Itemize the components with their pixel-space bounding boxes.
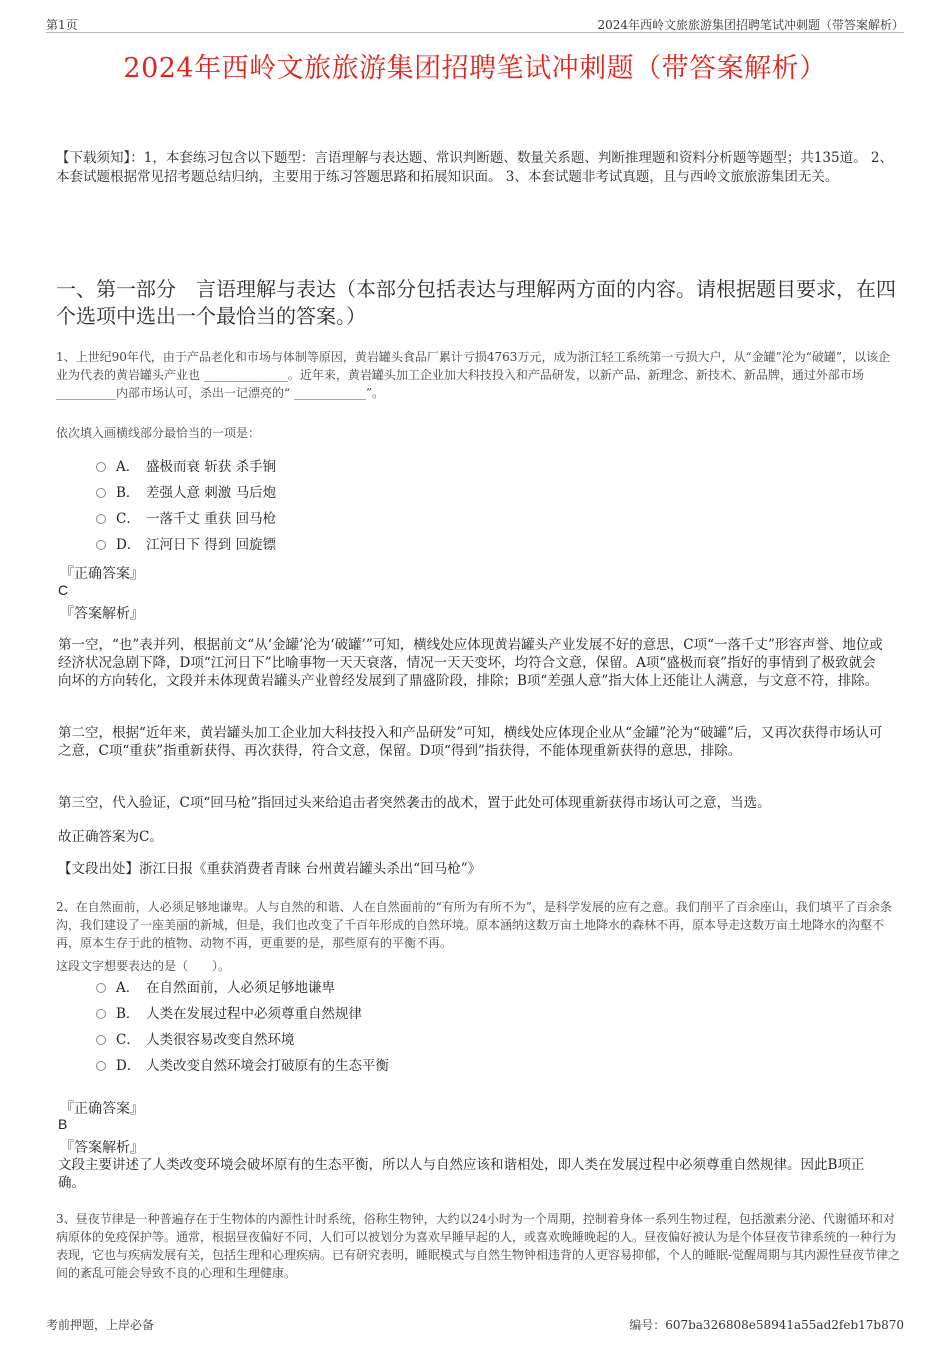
- page-number: 第1页: [46, 18, 78, 32]
- question-1-prompt: 依次填入画横线部分最恰当的一项是：: [56, 426, 261, 440]
- analysis-paragraph: 第一空，“也”表并列，根据前文“从‘金罐’沦为‘破罐’”可知，横线处应体现黄岩罐头产业发展不好的意思，C项“一落千丈”形容声誉、地位或经济状况急剧下降，D项“江河日下”比喻事物一天天衰落，情况一天天变坏，均符合文意，保留。A项“盛极而衰”指好的事情到了极致就会向坏的方向转化，文段并未体现黄岩罐头产业曾经发展到了鼎盛阶段，排除；B项“差强人意”指大体上还能让人满意，与文意不符，排除。: [58, 637, 883, 689]
- question-1-stem: 1、上世纪90年代，由于产品老化和市场与体制等原因，黄岩罐头食品厂累计亏损4763万元，成为浙江轻工系统第一亏损大户，从“金罐”沦为“破罐”，以该企业为代表的黄岩罐头产业也 ______________。近年来，黄岩罐头加工企业加大科技投入和产品研发，以新产品、新理念、新技术、新品牌，通过外部市场 __________内部市场认可，杀出一记漂亮的“ ____________”。: [56, 350, 890, 400]
- correct-answer-label: 『正确答案』: [60, 566, 144, 582]
- correct-answer-label: 『正确答案』: [60, 1101, 144, 1117]
- analysis-label: 『答案解析』: [60, 606, 144, 622]
- radio-icon[interactable]: [96, 462, 106, 472]
- option-b[interactable]: B． 人类在发展过程中必须尊重自然规律: [96, 1001, 856, 1027]
- download-notice: 【下载须知】：1，本套练习包含以下题型：言语理解与表达题、常识判断题、数量关系题、判断推理题和资料分析题等题型；共135道。 2、本套试题根据常见招考题总结归纳，主要用于练习答题思路和拓展知识面。 3、本套试题非考试真题，且与西岭文旅旅游集团无关。: [56, 150, 893, 185]
- source-citation: 【文段出处】浙江日报《重获消费者青睐 台州黄岩罐头杀出“回马枪”》: [58, 861, 482, 877]
- question-3-stem: 3、昼夜节律是一种普遍存在于生物体的内源性计时系统，俗称生物钟，大约以24小时为一个周期，控制着身体一系列生物过程，包括激素分泌、代谢循环和对病原体的免疫保护等。通常，根据昼夜偏好不同，人们可以被划分为喜欢早睡早起的人，或喜欢晚睡晚起的人。昼夜偏好被认为是个体昼夜节律系统的一种行为表现，它也与疾病发展有关，包括生理和心理疾病。已有研究表明，睡眠模式与自然生物钟相违背的人更容易抑郁，个人的睡眠-觉醒周期与其内源性昼夜节律之间的紊乱可能会导致不良的心理和生理健康。: [56, 1212, 901, 1280]
- correct-answer: C: [58, 582, 69, 598]
- option-a[interactable]: A． 盛极而衰 斩获 杀手锏: [96, 454, 856, 480]
- footer-slogan: 考前押题，上岸必备: [46, 1318, 155, 1332]
- analysis-paragraph: 文段主要讲述了人类改变环境会破坏原有的生态平衡，所以人与自然应该和谐相处，即人类在发展过程中必须尊重自然规律。因此B项正确。: [58, 1157, 865, 1191]
- option-d[interactable]: D． 江河日下 得到 回旋镖: [96, 532, 856, 558]
- page-header: [46, 14, 904, 33]
- radio-icon[interactable]: [96, 488, 106, 498]
- analysis-paragraph: 第二空，根据“近年来，黄岩罐头加工企业加大科技投入和产品研发”可知，横线处应体现企业从“金罐”沦为“破罐”后，又再次获得市场认可之意，C项“重获”指重新获得、再次获得，符合文意，保留。D项“得到”指获得，不能体现重新获得的意思，排除。: [58, 725, 883, 759]
- option-c[interactable]: C． 一落千丈 重获 回马枪: [96, 506, 856, 532]
- page-title: 2024年西岭文旅旅游集团招聘笔试冲刺题（带答案解析）: [123, 53, 827, 84]
- radio-icon[interactable]: [96, 983, 106, 993]
- radio-icon[interactable]: [96, 514, 106, 524]
- header-doc-title: 2024年西岭文旅旅游集团招聘笔试冲刺题（带答案解析）: [597, 18, 904, 32]
- option-d[interactable]: D． 人类改变自然环境会打破原有的生态平衡: [96, 1053, 856, 1079]
- analysis-conclusion: 故正确答案为C。: [58, 829, 163, 845]
- question-1-options: [96, 454, 856, 558]
- footer-doc-id: 编号：607ba326808e58941a55ad2feb17b870: [629, 1318, 904, 1332]
- correct-answer: B: [58, 1116, 68, 1132]
- option-a[interactable]: A． 在自然面前，人必须足够地谦卑: [96, 975, 856, 1001]
- radio-icon[interactable]: [96, 1009, 106, 1019]
- question-2-prompt: 这段文字想要表达的是（ ）。: [56, 959, 231, 973]
- question-2-stem: 2、在自然面前，人必须足够地谦卑。人与自然的和谐、人在自然面前的“有所为有所不为”，是科学发展的应有之意。我们削平了百余座山，我们填平了百余条沟，我们建设了一座美丽的新城，但是，我们也改变了千百年形成的自然环境。原本涵纳这数万亩土地降水的森林不再，原本导走这数万亩土地降水的沟壑不再，原本生存于此的植物、动物不再，更重要的是，那些原有的平衡不再。: [56, 900, 892, 950]
- option-c[interactable]: C． 人类很容易改变自然环境: [96, 1027, 856, 1053]
- question-2-options: [96, 975, 856, 1079]
- analysis-label: 『答案解析』: [60, 1140, 144, 1156]
- section-heading: 一、第一部分 言语理解与表达（本部分包括表达与理解两方面的内容。请根据题目要求，在四个选项中选出一个最恰当的答案。）: [56, 277, 896, 328]
- radio-icon[interactable]: [96, 540, 106, 550]
- radio-icon[interactable]: [96, 1061, 106, 1071]
- analysis-paragraph: 第三空，代入验证，C项“回马枪”指回过头来给追击者突然袭击的战术，置于此处可体现重新获得市场认可之意，当选。: [58, 795, 771, 811]
- option-b[interactable]: B． 差强人意 刺激 马后炮: [96, 480, 856, 506]
- radio-icon[interactable]: [96, 1035, 106, 1045]
